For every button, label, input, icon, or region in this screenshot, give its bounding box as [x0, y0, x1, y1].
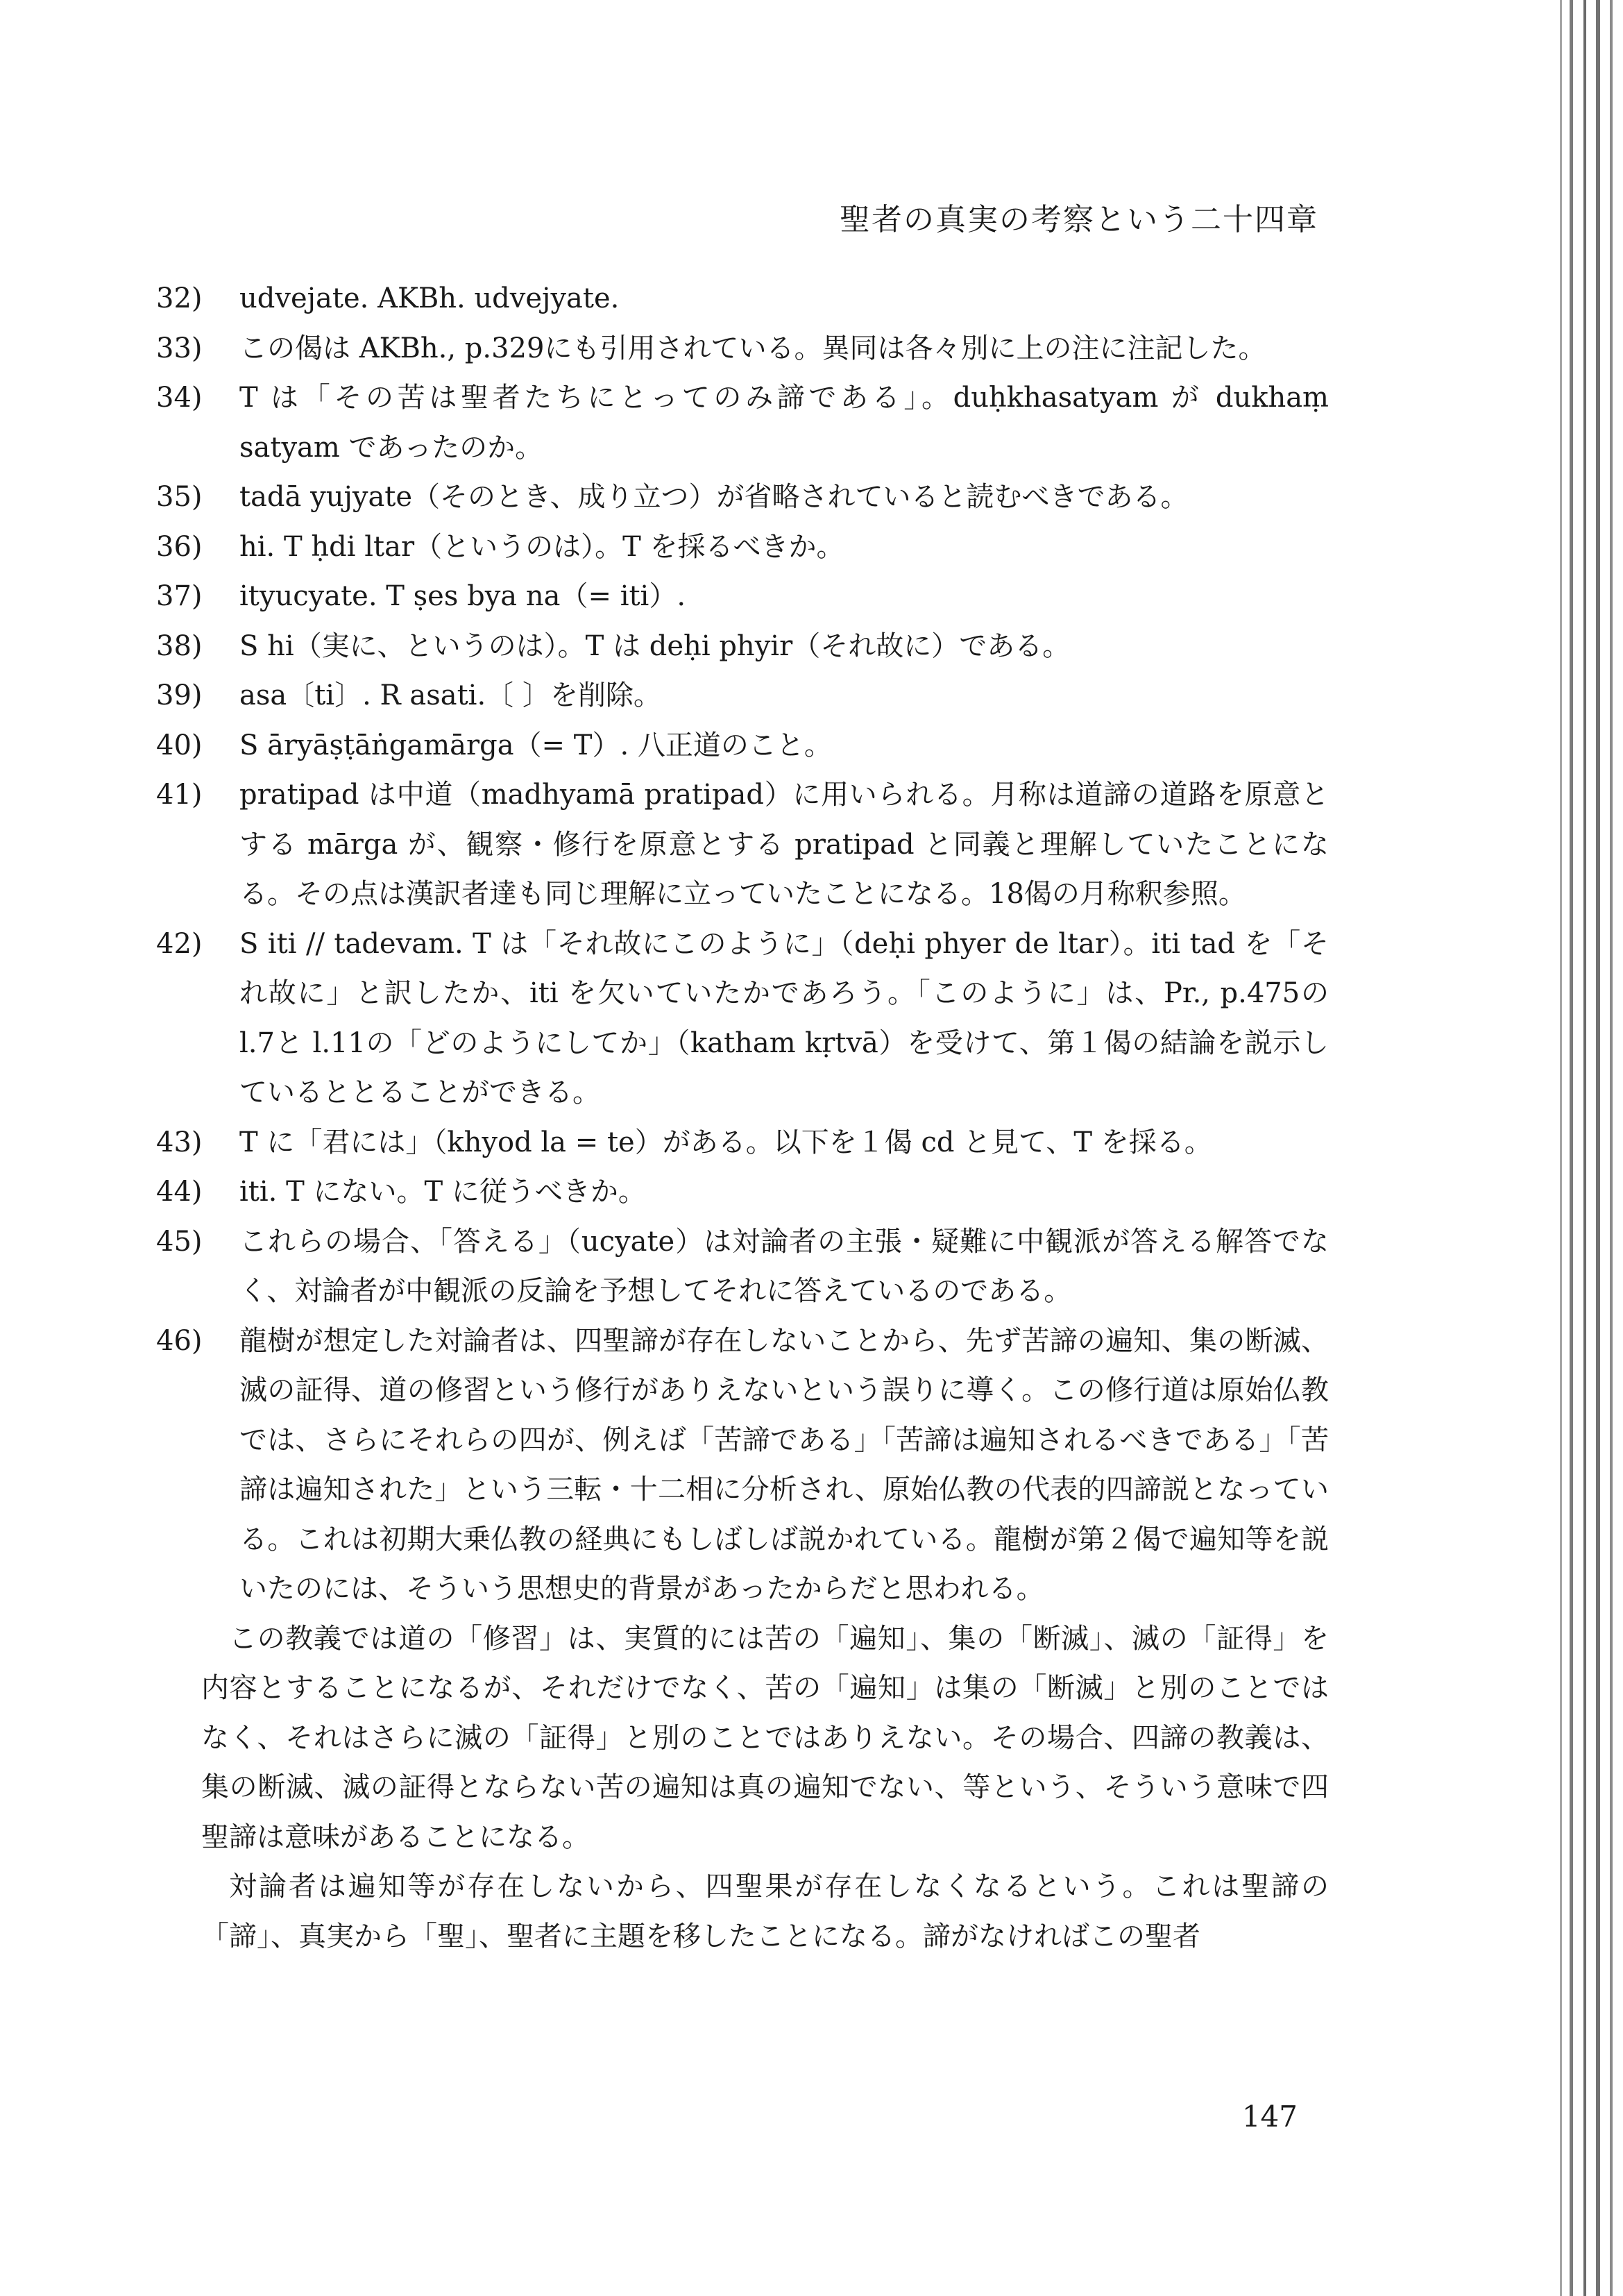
page-number: 147 — [1241, 2100, 1298, 2134]
note-text: これらの場合、「答える」（ucyate）は対論者の主張・疑難に中観派が答える解答でなく、対論者が中観派の反論を予想してそれに答えているのである。 — [239, 1225, 1329, 1307]
paragraph: この教義では道の「修習」は、実質的には苦の「遍知」、集の「断滅」、滅の「証得」を内容とすることになるが、それだけでなく、苦の「遍知」は集の「断滅」と別のことではなく、それはさらに滅の「証得」と別のことではありえない。その場合、四諦の教義は、集の断滅、滅の証得とならない苦の遍知は真の遍知でない、等という、そういう意味で四聖諦は意味があることになる。 — [201, 1622, 1329, 1853]
note-text: iti. T にない。T に従うべきか。 — [239, 1176, 646, 1208]
note-43 — [156, 1118, 1329, 1168]
note-text: tadā yujyate（そのとき、成り立つ）が省略されていると読むべきである。 — [239, 481, 1189, 513]
note-46 — [156, 1317, 1329, 1614]
note-number: 44) — [156, 1176, 203, 1208]
note-40 — [156, 721, 1329, 771]
note-text: pratipad は中道（madhyamā pratipad）に用いられる。月称は道諦の道路を原意とする mārga が、観察・修行を原意とする pratipad と同義と理解していたことになる。その点は漢訳者達も同じ理解に立っていたことになる。18偈の月称釈参照。 — [239, 779, 1329, 910]
paragraph: 対論者は遍知等が存在しないから、四聖果が存在しなくなるという。これは聖諦の「諦」、真実から「聖」、聖者に主題を移したことになる。諦がなければこの聖者 — [201, 1871, 1329, 1952]
note-number: 45) — [156, 1225, 203, 1258]
note-46-continuation — [156, 1614, 1329, 1962]
note-34 — [156, 373, 1329, 473]
endnotes — [156, 274, 1329, 1961]
scan-edge-shadow — [1596, 0, 1600, 2296]
note-text: udvejate. AKBh. udvejyate. — [239, 282, 620, 314]
note-number: 40) — [156, 729, 203, 761]
note-text: T は「その苦は聖者たちにとってのみ諦である」。duḥkhasatyam が dukhaṃ satyam であったのか。 — [239, 382, 1329, 464]
note-number: 43) — [156, 1126, 203, 1158]
note-text: S āryāṣṭāṅgamārga（= T）. 八正道のこと。 — [239, 729, 832, 761]
note-37 — [156, 572, 1329, 622]
note-text: hi. T ḥdi ltar（というのは）。T を採るべきか。 — [239, 530, 844, 563]
note-text: asa〔ti〕. R asati.〔 〕を削除。 — [239, 679, 661, 711]
note-number: 36) — [156, 530, 203, 563]
note-number: 46) — [156, 1324, 203, 1357]
note-45 — [156, 1217, 1329, 1317]
note-text: T に「君には」（khyod la = te）がある。以下を１偈 cd と見て、T を採る。 — [239, 1126, 1212, 1158]
note-text: この偈は AKBh., p.329にも引用されている。異同は各々別に上の注に注記した。 — [239, 332, 1266, 364]
note-number: 37) — [156, 580, 203, 612]
note-text: ityucyate. T ṣes bya na（= iti）. — [239, 580, 686, 612]
note-36 — [156, 523, 1329, 573]
note-44 — [156, 1167, 1329, 1217]
note-35 — [156, 473, 1329, 523]
note-number: 39) — [156, 679, 203, 711]
note-42 — [156, 920, 1329, 1118]
scan-edge-shadow — [1583, 0, 1586, 2296]
note-number: 42) — [156, 927, 203, 960]
note-number: 41) — [156, 779, 203, 811]
note-39 — [156, 671, 1329, 721]
running-head: 聖者の真実の考察という二十四章 — [840, 202, 1318, 237]
note-text: 龍樹が想定した対論者は、四聖諦が存在しないことから、先ず苦諦の遍知、集の断滅、滅の証得、道の修習という修行がありえないという誤りに導く。この修行道は原始仏教では、さらにそれらの四が、例えば「苦諦である」「苦諦は遍知されるべきである」「苦諦は遍知された」という三転・十二相に分析され、原始仏教の代表的四諦説となっている。これは初期大乗仏教の経典にもしばしば説かれている。龍樹が第２偈で遍知等を説いたのには、そういう思想史的背景があったからだと思われる。 — [239, 1324, 1329, 1605]
note-33 — [156, 324, 1329, 374]
scan-edge-shadow — [1570, 0, 1573, 2296]
note-number: 34) — [156, 382, 203, 414]
scan-edge-shadow — [1610, 0, 1613, 2296]
note-number: 32) — [156, 282, 203, 314]
note-text: S hi（実に、というのは）。T は deḥi phyir（それ故に）である。 — [239, 630, 1071, 662]
note-number: 38) — [156, 630, 203, 662]
note-text: S iti // tadevam. T は「それ故にこのように」（deḥi phyer de ltar）。iti tad を「それ故に」と訳したか、iti を欠いていたかであろう。「このように」は、Pr., p.475の l.7と l.11の「どのようにしてか」（katham kṛtvā）を受けて、第１偈の結論を説示しているととることができる。 — [239, 927, 1329, 1108]
note-38 — [156, 622, 1329, 672]
note-number: 33) — [156, 332, 203, 364]
scan-edge-shadow — [1560, 0, 1562, 2296]
note-number: 35) — [156, 481, 203, 513]
note-41 — [156, 770, 1329, 920]
note-32 — [156, 274, 1329, 324]
